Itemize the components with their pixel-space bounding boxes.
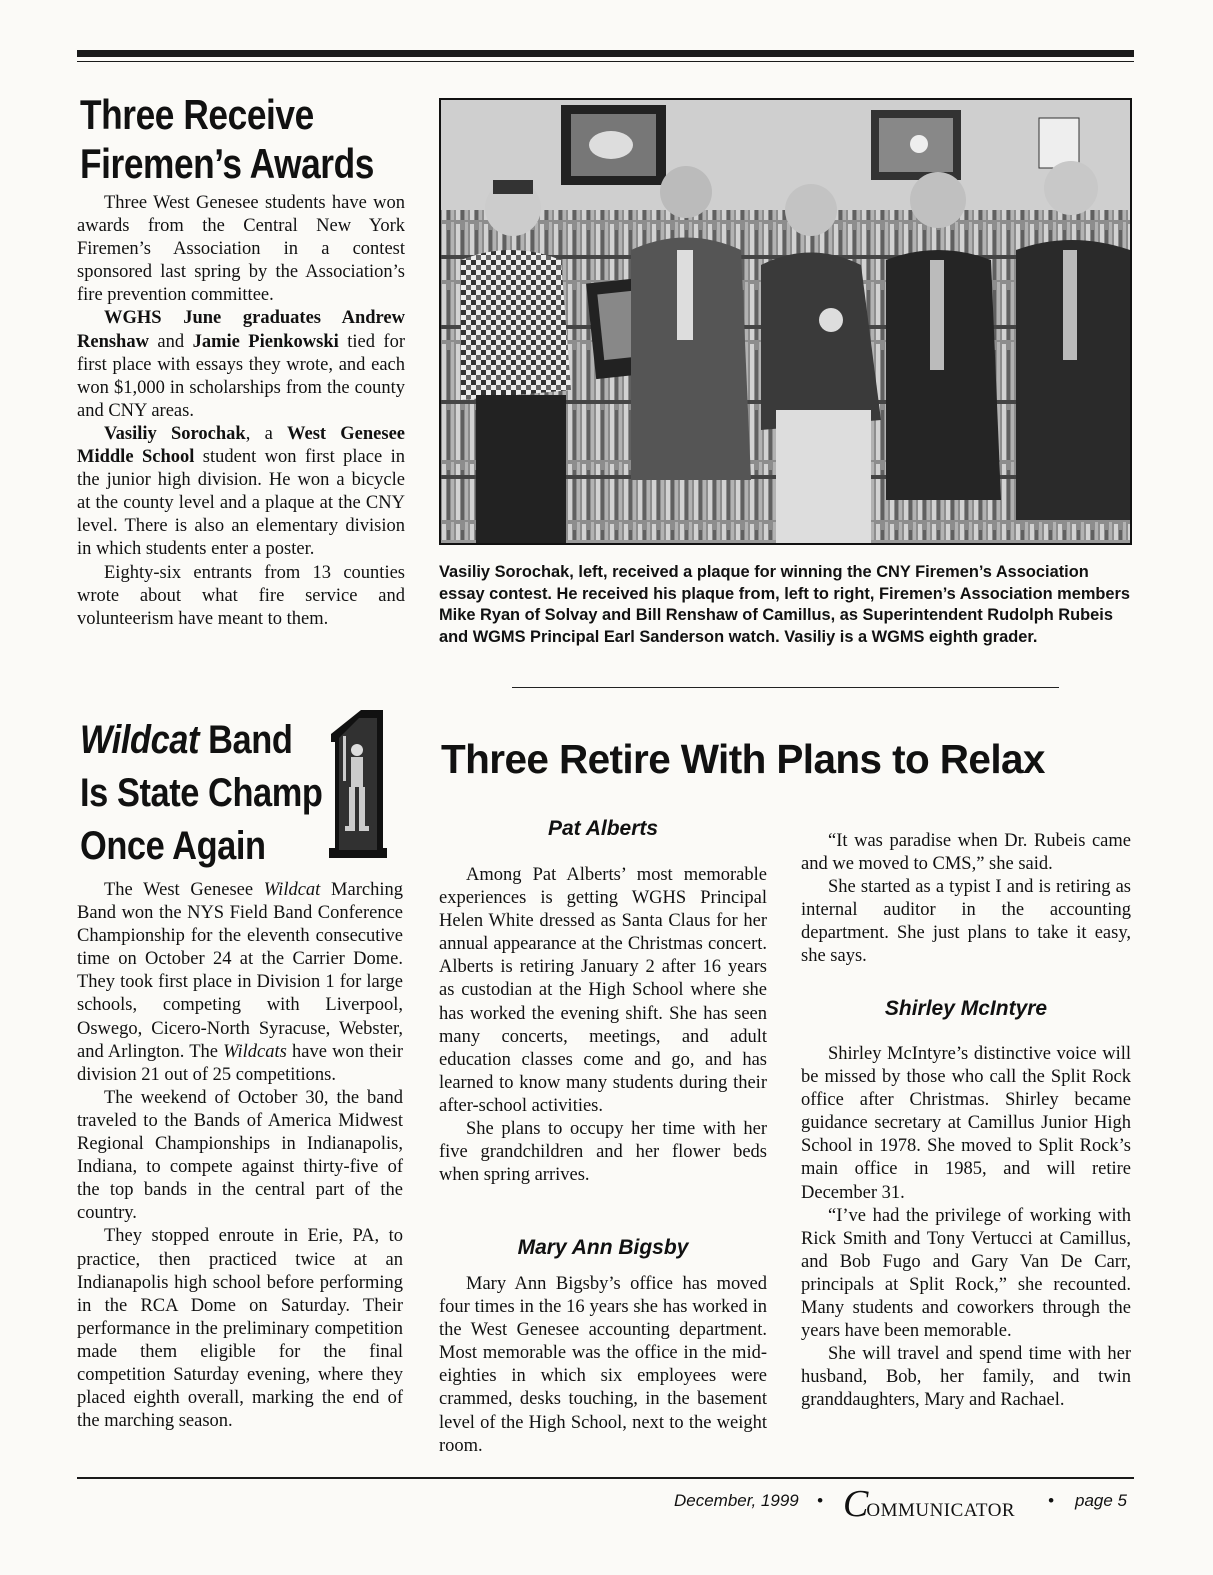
alberts-p1: Among Pat Alberts’ most memorable experiences is getting WGHS Principal Helen White dressed as Santa Claus for her annual appearance at the Christmas concert. Alberts is retiring January 2 after 16 years as custodian at the High School where she has worked the evening shift. She has seen many concerts, meetings, and adult education classes come and go, and has learned to know many students during their after-school activities.	[439, 865, 767, 1116]
footer-bullet-1: •	[817, 1491, 823, 1510]
retire-headline: Three Retire With Plans to Relax	[441, 736, 1045, 782]
bigsby-p1: Mary Ann Bigsby’s office has moved four times in the 16 years she has worked in the West Genesee accounting department. Most memorable was the office in the mid-eighties in which six employees were crammed, desks touching, in the basement level of the High School, next to the weight room.	[439, 1274, 767, 1456]
award-photo-image	[441, 100, 1130, 543]
bigsby-body-cont	[801, 830, 1131, 969]
alberts-subhead: Pat Alberts	[547, 817, 659, 840]
band-p2: The weekend of October 30, the band traveled to the Bands of America Midwest Regional Championships in Indianapolis, Indiana, to compete against thirty-five of the top bands in the central part of the country.	[77, 1087, 403, 1224]
firemen-p2: WGHS June graduates Andrew Renshaw and Jamie Pienkowski tied for first place with essays they wrote, and each won $1,000 in scholarships from the county and CNY areas.	[77, 308, 405, 421]
band-p1: The West Genesee Wildcat Marching Band won the NYS Field Band Conference Championship for the eleventh consecutive time on October 24 at the Carrier Dome. They took first place in Division 1 for large schools, competing with Liverpool, Oswego, Cicero-North Syracuse, Webster, and Arlington. The Wildcats have won their division 21 out of 25 competitions.	[77, 880, 404, 1085]
award-photo-caption: Vasiliy Sorochak, left, received a plaque for winning the CNY Firemen’s Association essay contest. He received his plaque from, left to right, Firemen’s Association members Mike Ryan of Solvay and Bill Renshaw of Camillus, as Superintendent Rudolph Rubeis and WGMS Principal Earl Sanderson watch. Vasiliy is a WGMS eighth grader.	[439, 563, 1131, 647]
bottom-rule	[77, 1477, 1134, 1479]
bigsby-subhead: Mary Ann Bigsby	[517, 1236, 689, 1259]
number-one-icon	[325, 708, 388, 860]
firemen-headline: Three Receive Firemen’s Awards	[80, 91, 374, 187]
firemen-body	[77, 192, 405, 631]
mcintyre-body	[801, 1043, 1131, 1413]
footer-date: December, 1999	[674, 1491, 799, 1510]
award-photo	[439, 98, 1132, 545]
mid-rule	[512, 687, 1059, 688]
masthead-logo: COMMUNICATOR	[843, 1483, 1016, 1525]
bigsby-body	[439, 1273, 767, 1458]
mcintyre-p2: “I’ve had the privilege of working with Rick Smith and Tony Vertucci at Camillus, and Bob Fugo and Gary Van De Carr, principals at Split Rock,” she recounted. Many students and coworkers through the years have been memorable.	[801, 1205, 1131, 1342]
firemen-p3: Vasiliy Sorochak, a West Genesee Middle School student won first place in the junior high division. He won a bicycle at the county level and a plaque at the CNY level. There is also an elementary division in which students enter a poster.	[77, 423, 406, 560]
mcintyre-subhead: Shirley McIntyre	[884, 997, 1048, 1020]
bigsby-p3: She started as a typist I and is retiring as internal auditor in the accounting department. She just plans to take it easy, she says.	[801, 877, 1131, 967]
band-p3: They stopped enroute in Erie, PA, to practice, then practiced twice at an Indianapolis high school before performing in the RCA Dome on Saturday. Their performance in the preliminary competition made them eligible for the final competition Saturday evening, where they placed eighth overall, marking the end of the marching season.	[77, 1226, 403, 1432]
alberts-p2: She plans to occupy her time with her five grandchildren and her flower beds when spring arrives.	[439, 1119, 767, 1186]
band-headline: Wildcat Band Is State Champ Once Again	[80, 718, 323, 868]
firemen-p1: Three West Genesee students have won awards from the Central New York Firemen’s Association in a contest sponsored last spring by the Association’s fire prevention committee.	[77, 193, 405, 306]
alberts-body	[439, 864, 767, 1187]
top-rule-thick	[77, 50, 1134, 57]
number-one-emblem	[325, 708, 388, 860]
footer-bullet-2: •	[1048, 1491, 1054, 1510]
mcintyre-p3: She will travel and spend time with her husband, Bob, her family, and twin granddaughters, Mary and Rachael.	[801, 1344, 1131, 1411]
firemen-p4: Eighty-six entrants from 13 counties wrote about what fire service and volunteerism have meant to them.	[77, 562, 405, 629]
top-rule-thin	[77, 61, 1134, 62]
bigsby-p2: “It was paradise when Dr. Rubeis came and we moved to CMS,” she said.	[801, 831, 1131, 875]
page-number: page 5	[1075, 1491, 1127, 1510]
mcintyre-p1: Shirley McIntyre’s distinctive voice will be missed by those who call the Split Rock office after Christmas. Shirley became guidance secretary at Camillus Junior High School in 1978. She moved to Split Rock’s main office in 1985, and will retire December 31.	[801, 1044, 1131, 1203]
band-body	[77, 879, 403, 1433]
